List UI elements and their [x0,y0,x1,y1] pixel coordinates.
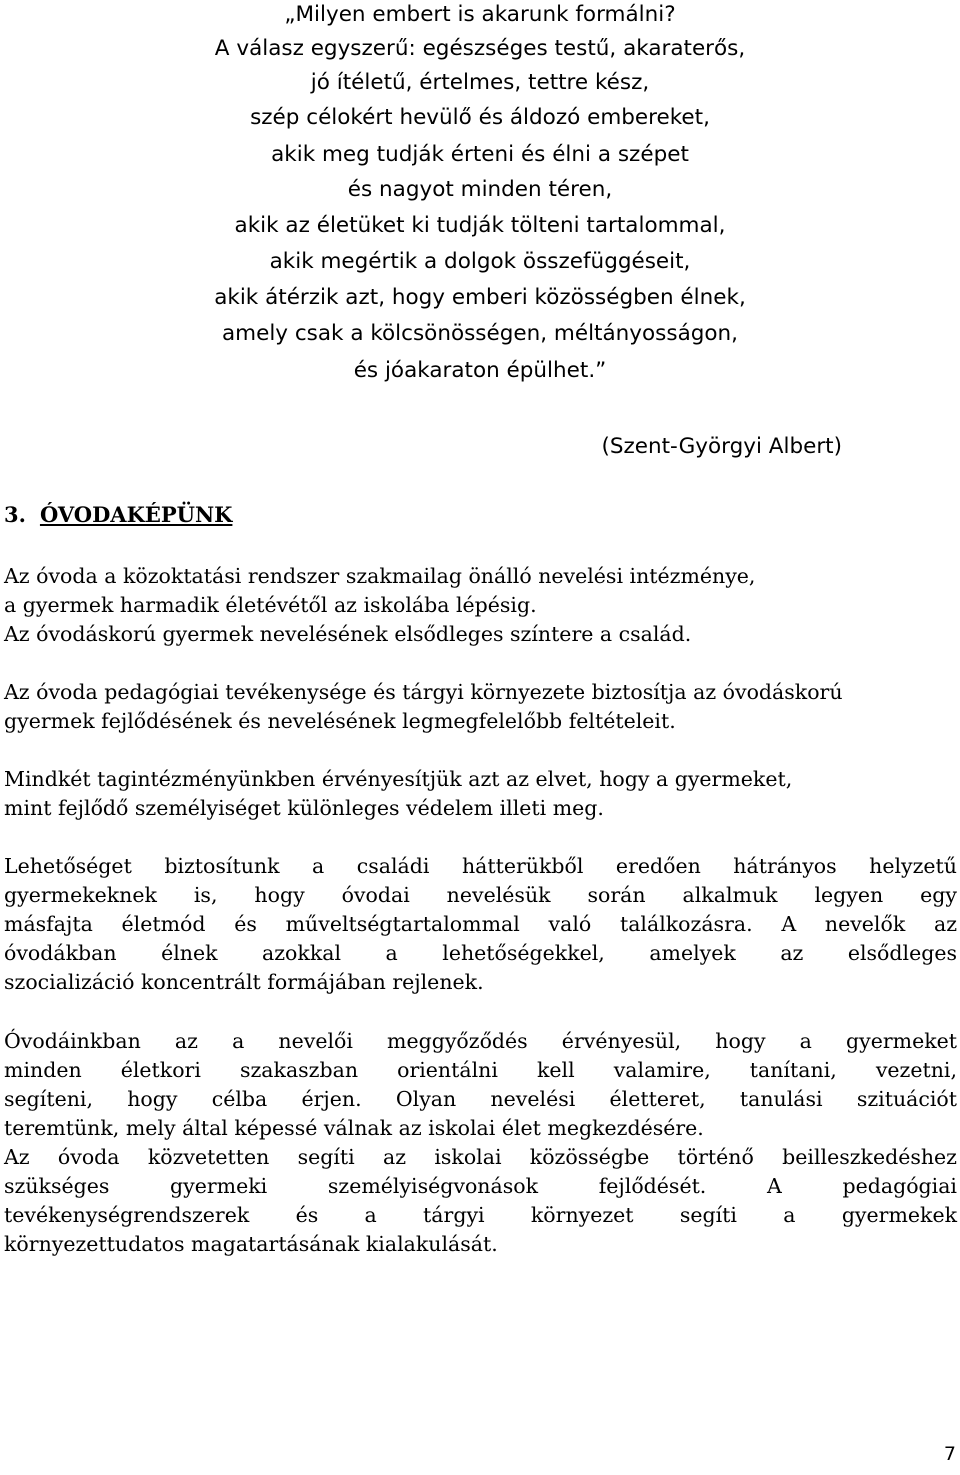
section-number: 3. [4,502,26,527]
paragraph-line: gyermek fejlődésének és nevelésének legmegfelelőbb feltételeit. [4,709,676,733]
paragraph [4,852,957,997]
quote-line: jó ítéletű, értelmes, tettre kész, [310,70,650,95]
paragraph-line: segíteni, hogy célba érjen. Olyan nevelési életteret, tanulási szituációt [4,1087,957,1111]
quote-line: és jóakaraton épülhet.” [353,358,607,383]
paragraph-line: Óvodáinkban az a nevelői meggyőződés érvényesül, hogy a gyermeket [4,1029,957,1053]
paragraph-line: Az óvodáskorú gyermek nevelésének elsődleges színtere a család. [4,622,692,646]
quote-line: akik átérzik azt, hogy emberi közösségben élnek, [214,285,746,310]
paragraph-line: környezettudatos magatartásának kialakulását. [4,1232,498,1256]
quote-line: és nagyot minden téren, [347,177,613,202]
quote-line: akik az életüket ki tudják tölteni tartalommal, [234,213,726,238]
paragraph-line: teremtünk, mely által képessé válnak az iskolai élet megkezdésére. [4,1116,704,1140]
paragraph-line: tevékenységrendszerek és a tárgyi környezet segíti a gyermekek [4,1203,957,1227]
quote-author: (Szent-Györgyi Albert) [601,434,842,459]
quote-line: A válasz egyszerű: egészséges testű, akaraterős, [214,36,746,61]
quote-line: „Milyen embert is akarunk formálni? [284,2,676,27]
paragraph [4,678,957,736]
paragraph-line: Az óvoda a közoktatási rendszer szakmailag önálló nevelési intézménye, [4,564,756,588]
paragraph-line: mint fejlődő személyiséget különleges védelem illeti meg. [4,796,604,820]
paragraph [4,765,957,823]
paragraph [4,1027,957,1259]
paragraph-line: Az óvoda közvetetten segíti az iskolai közösségbe történő beilleszkedéshez [4,1145,957,1169]
paragraph-line: minden életkori szakaszban orientálni kell valamire, tanítani, vezetni, [4,1058,957,1082]
paragraph-line: szocializáció koncentrált formájában rejlenek. [4,970,484,994]
quote-line: amely csak a kölcsönösségen, méltányosságon, [221,321,739,346]
section-heading [4,500,232,530]
paragraph [4,562,957,649]
quote-line: szép célokért hevülő és áldozó embereket, [250,105,710,130]
section-title: ÓVODAKÉPÜNK [39,502,233,527]
page-number: 7 [943,1443,956,1465]
quote-line: akik megértik a dolgok összefüggéseit, [269,249,691,274]
paragraph-line: a gyermek harmadik életévétől az iskolába lépésig. [4,593,537,617]
paragraph-line: óvodákban élnek azokkal a lehetőségekkel, amelyek az elsődleges [4,941,957,965]
paragraph-line: Az óvoda pedagógiai tevékenysége és tárgyi környezete biztosítja az óvodáskorú [4,680,843,704]
paragraph-line: gyermekeknek is, hogy óvodai nevelésük során alkalmuk legyen egy [4,883,957,907]
paragraph-line: szükséges gyermeki személyiségvonások fejlődését. A pedagógiai [4,1174,957,1198]
paragraph-line: Mindkét tagintézményünkben érvényesítjük azt az elvet, hogy a gyermeket, [4,767,793,791]
quote-line: akik meg tudják érteni és élni a szépet [271,142,689,167]
paragraph-line: Lehetőséget biztosítunk a családi hátterükből eredően hátrányos helyzetű [4,854,957,878]
paragraph-line: másfajta életmód és műveltségtartalommal való találkozásra. A nevelők az [4,912,957,936]
